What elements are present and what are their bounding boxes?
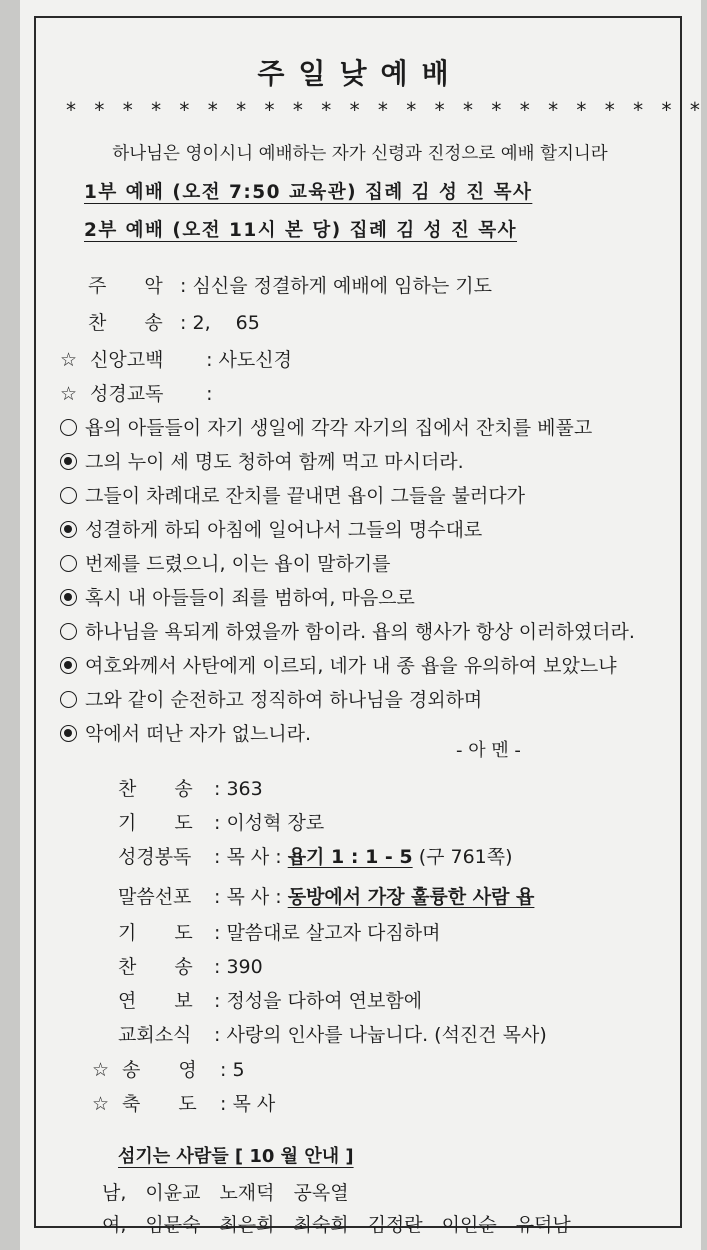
star-icon: ☆ — [92, 1093, 110, 1115]
bulletin-page — [20, 0, 706, 1250]
servers-women: 여, 임문숙 최은희 최숙희 김정란 이인순 유덕남 — [102, 1214, 571, 1236]
order-prayer-response: 기 도 : 말씀대로 살고자 다짐하며 — [118, 922, 441, 944]
circle-icon — [60, 555, 77, 572]
reading-text: 그의 누이 세 명도 청하여 함께 먹고 마시더라. — [85, 451, 464, 473]
scripture-motto: 하나님은 영이시니 예배하는 자가 신령과 진정으로 예배 할지니라 — [112, 144, 608, 164]
reading-line — [60, 617, 635, 644]
order-creed: ☆ 신앙고백 : 사도신경 — [60, 349, 292, 371]
scripture-reference: 욥기 1 : 1 - 5 — [287, 846, 413, 868]
order-church-news: 교회소식 : 사랑의 인사를 나눕니다. (석진건 목사) — [118, 1024, 547, 1046]
filled-circle-icon — [60, 657, 77, 674]
reading-text: 혹시 내 아들들이 죄를 범하여, 마음으로 — [85, 587, 415, 609]
page-title: 주일낮예배 — [257, 57, 463, 90]
bulletin-frame — [34, 16, 706, 1236]
reading-text: 여호와께서 사탄에게 이르되, 네가 내 종 욥을 유의하여 보았느냐 — [85, 655, 617, 677]
order-prayer: 기 도 : 이성혁 장로 — [118, 812, 325, 834]
order-hymn-opening: 찬 송 : 2, 65 — [88, 312, 260, 334]
star-icon: ☆ — [92, 1059, 110, 1081]
reading-text: 번제를 드렸으니, 이는 욥이 말하기를 — [85, 553, 391, 575]
reading-line — [60, 719, 311, 746]
filled-circle-icon — [60, 725, 77, 742]
star-icon: ☆ — [60, 383, 78, 405]
reading-text: 욥의 아들들이 자기 생일에 각각 자기의 집에서 잔치를 베풀고 — [85, 417, 593, 439]
order-responsive-reading: ☆ 성경교독 : — [60, 383, 213, 405]
reading-line — [60, 515, 482, 542]
circle-icon — [60, 623, 77, 640]
filled-circle-icon — [60, 453, 77, 470]
order-prelude: 주 악 : 심신을 정결하게 예배에 임하는 기도 — [88, 275, 492, 297]
order-sermon: 말씀선포 : 목 사 : 동방에서 가장 훌륭한 사람 욥 — [118, 886, 535, 908]
circle-icon — [60, 691, 77, 708]
reading-text: 성결하게 하되 아침에 일어나서 그들의 명수대로 — [85, 519, 483, 541]
reading-line — [60, 481, 525, 508]
reading-text: 그와 같이 순전하고 정직하여 하나님을 경외하며 — [85, 689, 483, 711]
order-offering: 연 보 : 정성을 다하여 연보함에 — [118, 990, 423, 1012]
service-second: 2부 예배 (오전 11시 본 당) 집례 김 성 진 목사 — [84, 220, 518, 241]
reading-line — [60, 651, 617, 678]
reading-line — [60, 413, 592, 440]
reading-line — [60, 549, 391, 576]
servers-men: 남, 이윤교 노재덕 공옥열 — [102, 1182, 349, 1204]
order-hymn-closing: 찬 송 : 390 — [118, 956, 263, 978]
star-divider: * * * * * * * * * * * * * * * * * * * * * * * — [66, 98, 706, 122]
circle-icon — [60, 419, 77, 436]
reading-text: 하나님을 욕되게 하였을까 함이라. 욥의 행사가 항상 이러하였더라. — [85, 621, 635, 643]
reading-line — [60, 583, 415, 610]
servers-title: 섬기는 사람들 [ 10 월 안내 ] — [118, 1146, 354, 1167]
reading-line — [60, 685, 482, 712]
filled-circle-icon — [60, 589, 77, 606]
order-doxology: ☆ 송 영 : 5 — [92, 1059, 245, 1081]
star-icon: ☆ — [60, 349, 78, 371]
service-first: 1부 예배 (오전 7:50 교육관) 집례 김 성 진 목사 — [84, 182, 533, 203]
filled-circle-icon — [60, 521, 77, 538]
amen: - 아 멘 - — [456, 740, 521, 761]
reading-text: 악에서 떠난 자가 없느니라. — [85, 723, 312, 745]
order-scripture-reading: 성경봉독 : 목 사 : 욥기 1 : 1 - 5 (구 761쪽) — [118, 846, 513, 868]
reading-text: 그들이 차례대로 잔치를 끝내면 욥이 그들을 불러다가 — [85, 485, 526, 507]
sermon-title: 동방에서 가장 훌륭한 사람 욥 — [287, 886, 535, 908]
reading-line — [60, 447, 464, 474]
order-hymn: 찬 송 : 363 — [118, 778, 263, 800]
circle-icon — [60, 487, 77, 504]
order-benediction: ☆ 축 도 : 목 사 — [92, 1093, 276, 1115]
